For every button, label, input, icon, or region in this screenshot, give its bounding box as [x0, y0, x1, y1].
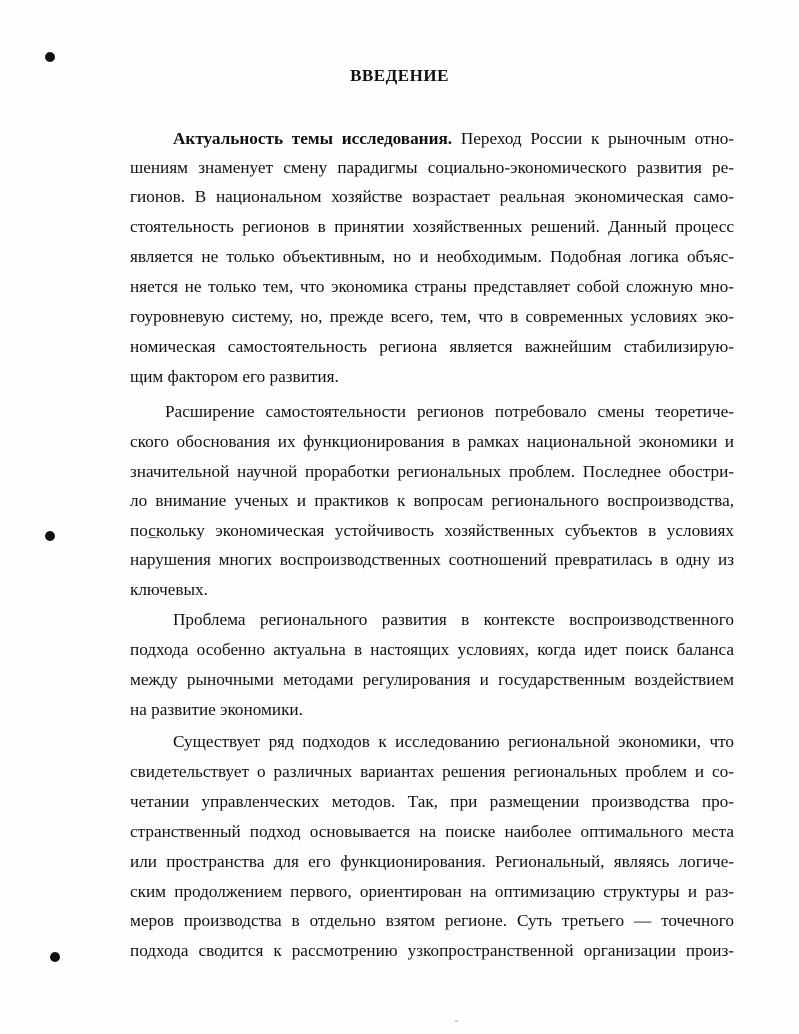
text-line: меров производства в отдельно взятом регионе. Суть третьего — точечного [130, 911, 734, 930]
text-line: ло внимание ученых и практиков к вопросам регионального воспроизводства, [130, 491, 734, 510]
text-line: Расширение самостоятельности регионов потребовало смены теоретиче- [165, 402, 734, 421]
text-line: номическая самостоятельность региона является важнейшим стабилизирую- [130, 337, 734, 356]
text-line: четании управленческих методов. Так, при размещении производства про- [130, 792, 734, 811]
text-line: ключевых. [130, 580, 208, 599]
text-line: няется не только тем, что экономика страны представляет собой сложную мно- [130, 277, 734, 296]
binder-hole-bottom [50, 952, 60, 962]
text-line: поскольку экономическая устойчивость хозяйственных субъектов в условиях [130, 521, 734, 540]
text-line: шениям знаменует смену парадигмы социально-экономического развития ре- [130, 158, 734, 177]
text-line: между рыночными методами регулирования и государственным воздействием [130, 670, 734, 689]
text-line: Проблема регионального развития в контексте воспроизводственного [173, 610, 734, 629]
page-title: ВВЕДЕНИЕ [350, 66, 449, 85]
text-line: значительной научной проработки региональных проблем. Последнее обостри- [130, 462, 734, 481]
paragraph-1-line-1 [130, 127, 734, 151]
text-line: ским продолжением первого, ориентирован на оптимизацию структуры и раз- [130, 882, 734, 901]
text-line: странственный подход основывается на поиске наиболее оптимального места [130, 822, 734, 841]
text-line: подхода сводится к рассмотрению узкопространственной организации произ- [130, 941, 734, 960]
text-line: ского обоснования их функционирования в рамках национальной экономики и [130, 432, 734, 451]
text-line: гионов. В национальном хозяйстве возрастает реальная экономическая само- [130, 187, 734, 206]
text-line: является не только объективным, но и необходимым. Подобная логика объяс- [130, 247, 734, 266]
text-line: свидетельствует о различных вариантах решения региональных проблем и со- [130, 762, 734, 781]
text-line: подхода особенно актуальна в настоящих условиях, когда идет поиск баланса [130, 640, 734, 659]
binder-hole-top [45, 52, 55, 62]
text-line: Переход России к рыночным отно- [460, 129, 735, 148]
text-line: щим фактором его развития. [130, 367, 339, 386]
text-line: на развитие экономики. [130, 700, 303, 719]
text-line: или пространства для его функционирования. Региональный, являясь логиче- [130, 852, 734, 871]
lead-heading: Актуальность темы исследования. [173, 129, 453, 148]
text-line: нарушения многих воспроизводственных соотношений превратилась в одну из [130, 550, 734, 569]
text-line: стоятельность регионов в принятии хозяйственных решений. Данный процесс [130, 217, 734, 236]
binder-hole-middle [45, 531, 55, 541]
scan-mark [146, 537, 160, 540]
text-line: Существует ряд подходов к исследованию региональной экономики, что [173, 732, 734, 751]
scan-speck [455, 1020, 458, 1022]
text-line: гоуровневую систему, но, прежде всего, тем, что в современных условиях эко- [130, 307, 734, 326]
